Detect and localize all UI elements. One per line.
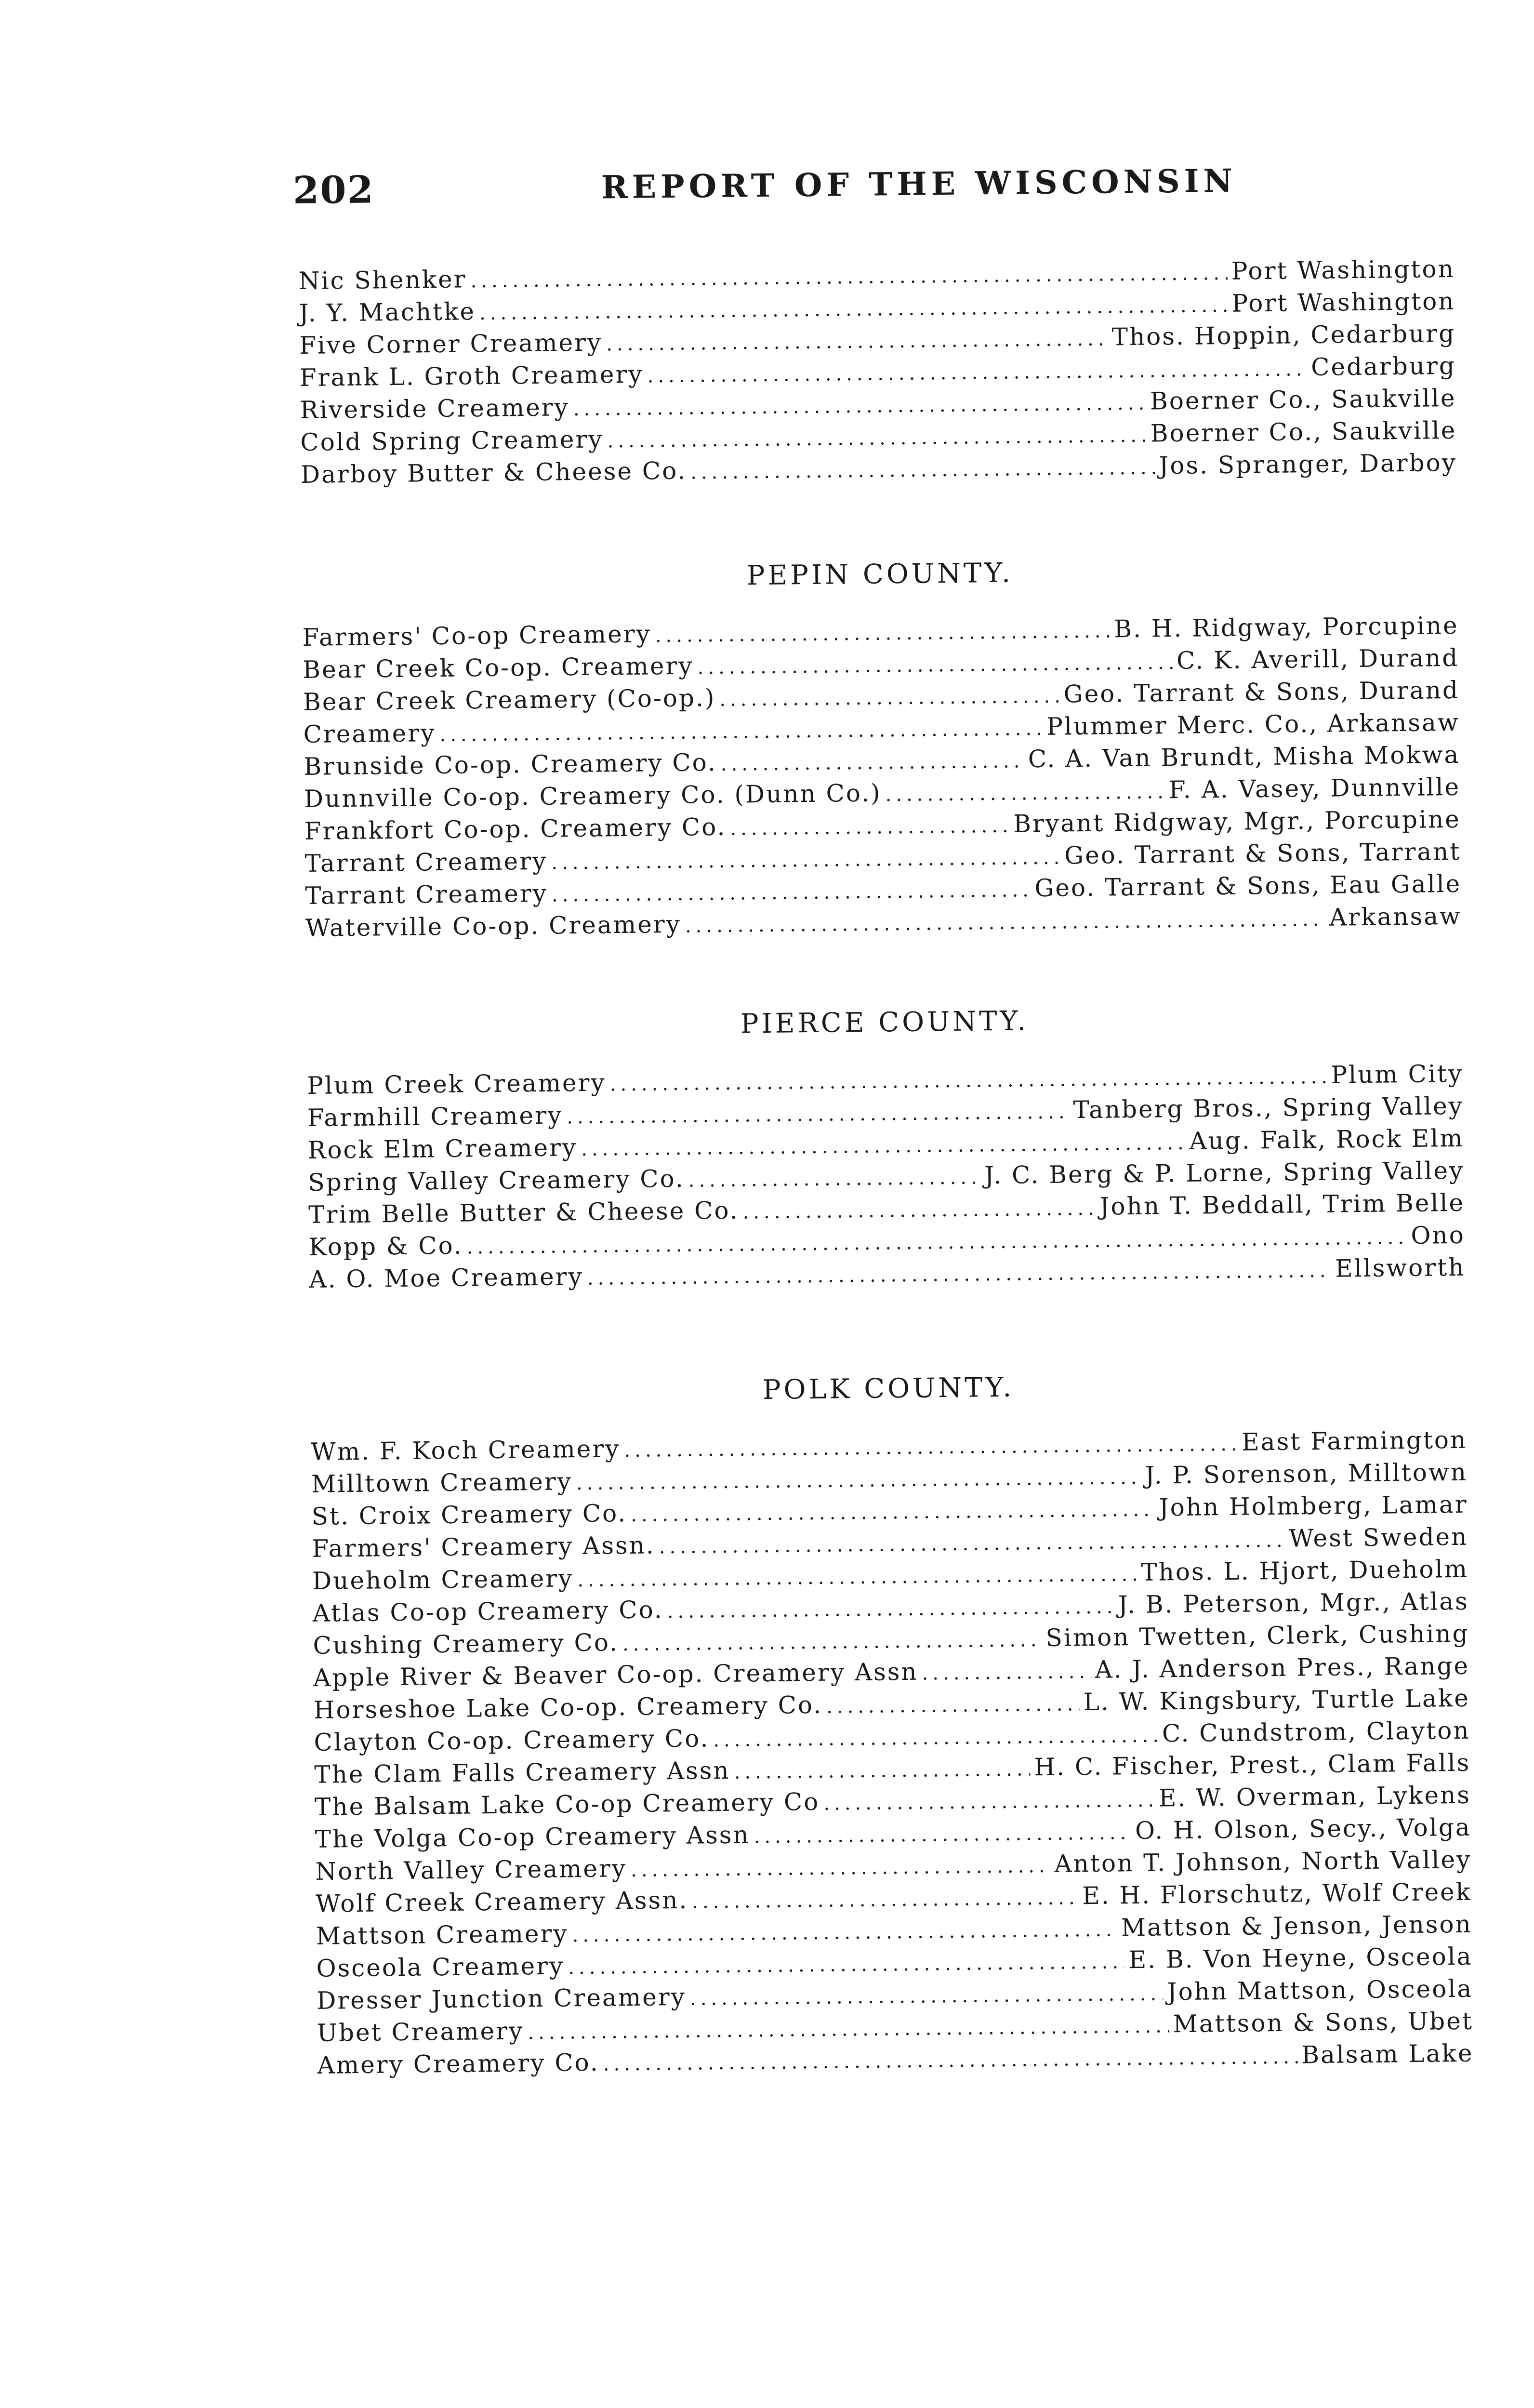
dot-leader [719, 680, 1060, 716]
dot-leader [742, 1193, 1096, 1229]
entry-location: John Mattson, Osceola [1167, 1974, 1473, 2006]
entry-name: Apple River & Beaver Co-op. Creamery Assn [313, 1657, 918, 1692]
entry-location: F. A. Vasey, Dunnville [1168, 772, 1461, 804]
entry-name: Dueholm Creamery [312, 1564, 574, 1595]
dot-leader [606, 323, 1108, 360]
entry-location: Thos. Hoppin, Cedarburg [1111, 319, 1456, 351]
dot-leader [690, 452, 1155, 489]
entry-location: E. H. Florschutz, Wolf Creek [1082, 1877, 1472, 1910]
entry-name: J. Y. Machtke [299, 297, 476, 328]
entry-location: Boerner Co., Saukville [1150, 416, 1457, 448]
entry-name: Tarrant Creamery [304, 847, 548, 878]
entry-location: C. Cundstrom, Clayton [1162, 1716, 1470, 1748]
entry-location: C. K. Averill, Durand [1176, 643, 1459, 675]
entry-name: Plum Creek Creamery [307, 1068, 607, 1100]
entry-location: Port Washington [1231, 254, 1455, 285]
section-heading: PIERCE COUNTY. [740, 1005, 1029, 1040]
page-header [292, 157, 1459, 222]
entry-name: The Balsam Lake Co-op Creamery Co [314, 1787, 820, 1821]
entry-name: Osceola Creamery [316, 1952, 565, 1982]
entry-name: Wm. F. Koch Creamery [311, 1435, 621, 1466]
entry-name: Ubet Creamery [317, 2017, 524, 2047]
entry-location: C. A. Van Brundt, Misha Mokwa [1028, 740, 1460, 773]
entry-name: St. Croix Creamery Co. [311, 1499, 627, 1530]
entry-location: John Holmberg, Lamar [1159, 1490, 1468, 1522]
section-continuation [299, 253, 1457, 491]
dot-leader [734, 1753, 1031, 1788]
entry-location: O. H. Olson, Secy., Volga [1135, 1813, 1471, 1845]
entry-name: Farmers' Creamery Assn. [312, 1531, 656, 1563]
entry-name: The Clam Falls Creamery Assn [314, 1756, 730, 1789]
entry-location: J. C. Berg & P. Lorne, Spring Valley [984, 1156, 1465, 1190]
entry-location: West Sweden [1289, 1522, 1468, 1553]
running-head: REPORT OF THE WISCONSIN [601, 161, 1237, 206]
entry-name: Spring Valley Creamery Co. [308, 1164, 685, 1197]
dot-leader [655, 615, 1110, 652]
dot-leader [577, 1558, 1137, 1596]
dot-leader [607, 420, 1147, 458]
entry-name: Mattson Creamery [316, 1919, 569, 1950]
page-number: 202 [292, 168, 375, 213]
entry-name: Atlas Co-op Creamery Co. [312, 1596, 664, 1627]
entry-location: Boerner Co., Saukville [1150, 384, 1456, 415]
entry-location: J. B. Peterson, Mgr., Atlas [1118, 1587, 1469, 1619]
entry-location: Mattson & Jenson, Jenson [1121, 1910, 1473, 1942]
entry-location: Anton T. Johnson, North Valley [1054, 1845, 1472, 1878]
entry-location: A. J. Anderson Pres., Range [1095, 1651, 1470, 1684]
entry-location: B. H. Ridgway, Porcupine [1114, 611, 1459, 643]
section-polk-county [310, 1361, 1474, 2082]
entry-name: Clayton Co-op. Creamery Co. [314, 1724, 710, 1756]
entry-location: Ellsworth [1335, 1253, 1466, 1283]
entry-name: Milltown Creamery [311, 1467, 573, 1498]
entry-location: Simon Twetten, Clerk, Cushing [1045, 1619, 1469, 1652]
dot-leader [826, 1688, 1080, 1723]
entry-location: Thos. L. Hjort, Dueholm [1141, 1555, 1469, 1586]
entry-location: East Farmington [1241, 1425, 1468, 1456]
entry-location: Geo. Tarrant & Sons, Durand [1063, 676, 1460, 708]
dot-leader [551, 842, 1061, 879]
entry-location: Geo. Tarrant & Sons, Tarrant [1064, 837, 1461, 870]
entry-name: Five Corner Creamery [299, 328, 603, 360]
entry-name: Trim Belle Butter & Cheese Co. [308, 1196, 739, 1229]
dot-leader [885, 776, 1165, 811]
dot-leader [567, 1096, 1070, 1133]
entry-name: Waterville Co-op. Creamery [305, 910, 682, 942]
dot-leader [603, 2041, 1297, 2081]
dot-leader [823, 1784, 1155, 1820]
entry-name: Farmhill Creamery [307, 1101, 563, 1132]
entry-name: Brunside Co-op. Creamery Co. [304, 748, 717, 781]
entry-location: Mattson & Sons, Ubet [1173, 2007, 1474, 2038]
entry-location: Arkansaw [1329, 902, 1462, 931]
entry-location: Port Washington [1231, 287, 1455, 318]
dot-leader [631, 1850, 1051, 1887]
entry-name: North Valley Creamery [315, 1854, 627, 1886]
entry-location: H. C. Fischer, Prest., Clam Falls [1034, 1748, 1471, 1782]
entry-name: Frank L. Groth Creamery [299, 360, 644, 392]
entry-location: Balsam Lake [1301, 2039, 1474, 2069]
dot-leader [685, 904, 1326, 943]
entry-name: Nic Shenker [298, 265, 467, 295]
entry-name: Dunnville Co-op. Creamery Co. (Dunn Co.) [304, 779, 882, 813]
entry-name: The Volga Co-op Creamery Assn [315, 1821, 750, 1853]
dot-leader [573, 387, 1147, 426]
entry-location: Aug. Falk, Rock Elm [1189, 1124, 1464, 1155]
entry-location: Cedarburg [1310, 351, 1456, 382]
entry-name: Cushing Creamery Co. [313, 1628, 619, 1660]
entry-name: Tarrant Creamery [304, 879, 548, 910]
entry-name: Rock Elm Creamery [307, 1133, 578, 1164]
entry-name: Riverside Creamery [300, 393, 570, 425]
entry-name: Frankfort Co-op. Creamery Co. [304, 812, 727, 845]
dot-leader [720, 745, 1024, 781]
entry-name: A. O. Moe Creamery [309, 1262, 584, 1293]
entry-name: Bear Creek Creamery (Co-op.) [303, 684, 716, 717]
entry-name: Horseshoe Lake Co-op. Creamery Co. [313, 1690, 823, 1724]
dot-leader [730, 810, 1010, 845]
section-pierce-county [306, 995, 1466, 1296]
entry-name: Bear Creek Co-op. Creamery [303, 652, 694, 684]
entry-location: Tanberg Bros., Spring Valley [1073, 1091, 1464, 1124]
dot-leader [922, 1656, 1091, 1690]
dot-leader [692, 1882, 1079, 1918]
dot-leader [688, 1161, 980, 1197]
entry-name: Wolf Creek Creamery Assn. [315, 1886, 688, 1918]
dot-leader [576, 1462, 1141, 1500]
entry-location: Plummer Merc. Co., Arkansaw [1046, 708, 1460, 741]
entry-location: John T. Beddall, Trim Belle [1099, 1188, 1465, 1221]
dot-leader [631, 1494, 1155, 1531]
section-heading: PEPIN COUNTY. [746, 557, 1014, 592]
dot-leader [622, 1624, 1042, 1661]
entry-name: Farmers' Co-op Creamery [302, 620, 652, 652]
section-heading: POLK COUNTY. [762, 1371, 1015, 1406]
dot-leader [690, 1978, 1164, 2015]
entry-name: Darboy Butter & Cheese Co. [300, 456, 687, 489]
entry-name: Kopp & Co. [308, 1231, 463, 1261]
entry-location: Ono [1411, 1221, 1466, 1250]
dot-leader [568, 1946, 1125, 1984]
entry-name: Creamery [303, 719, 436, 749]
dot-leader [572, 1914, 1117, 1952]
entry-name: Amery Creamery Co. [317, 2048, 600, 2079]
entry-location: Jos. Spranger, Darboy [1158, 448, 1457, 480]
entry-name: Cold Spring Creamery [300, 425, 604, 457]
entry-location: Plum City [1331, 1059, 1464, 1089]
entry-location: Geo. Tarrant & Sons, Eau Galle [1034, 869, 1462, 903]
dot-leader [552, 874, 1031, 911]
entry-location: L. W. Kingsbury, Turtle Lake [1083, 1684, 1470, 1716]
entry-location: E. W. Overman, Lykens [1158, 1781, 1471, 1812]
entry-location: Bryant Ridgway, Mgr., Porcupine [1013, 805, 1461, 838]
entry-name: Dresser Junction Creamery [316, 1982, 687, 2015]
entry-location: J. P. Sorenson, Milltown [1145, 1458, 1468, 1490]
entry-location: E. B. Von Heyne, Osceola [1128, 1942, 1473, 1974]
section-pepin-county [302, 547, 1462, 945]
